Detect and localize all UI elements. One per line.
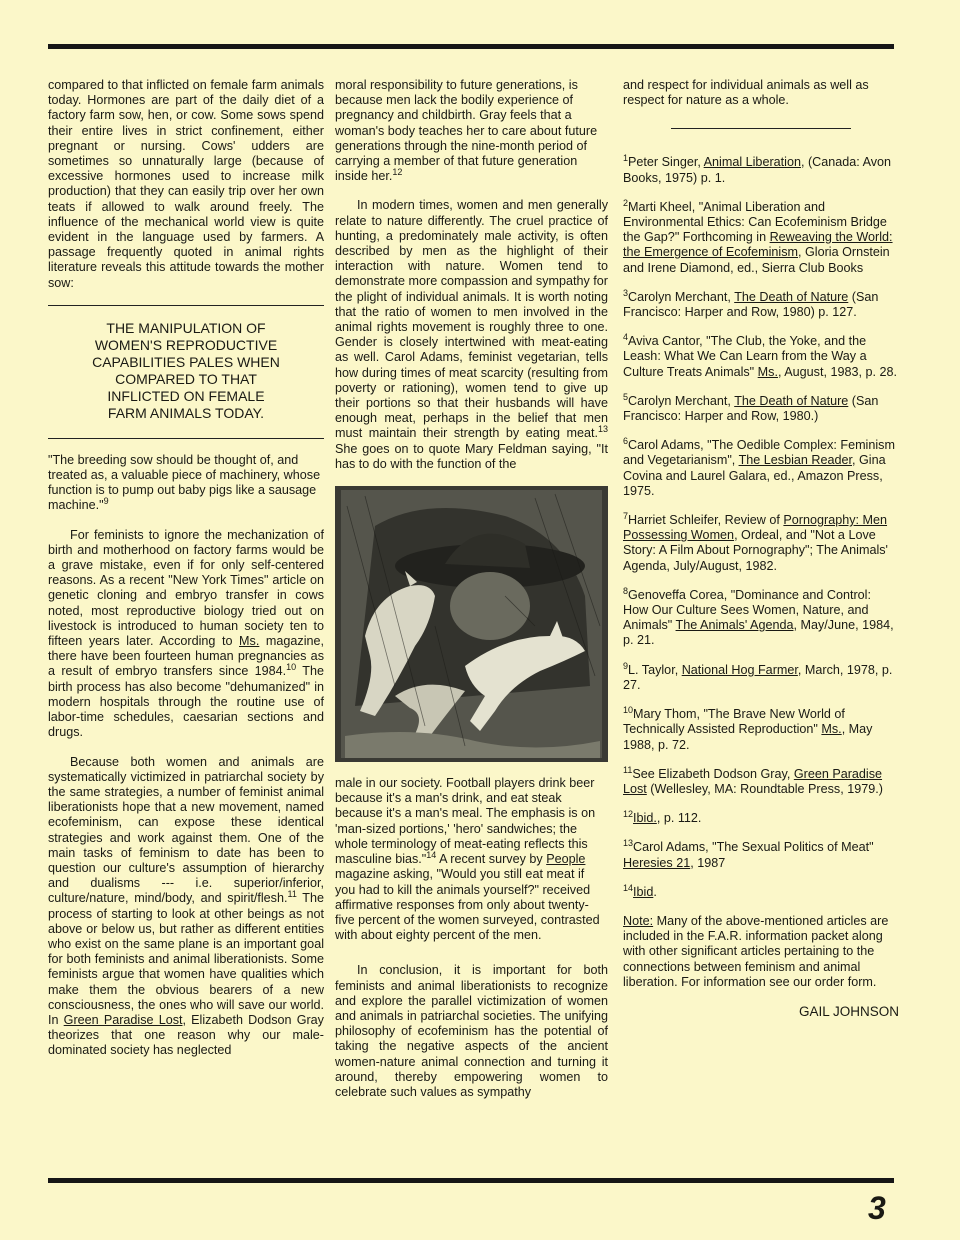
footnote-number: 3	[623, 287, 629, 298]
footnote: $^2$Marti Kheel, "Animal Liberation and Environmental Ethics: Can Ecofeminism Bridge the Gap?" Forthcoming in Reweaving the World: the Emergence of Ecofeminism, Gloria Ornstein and Irene Diamond, ed., Sierra Club Books	[623, 197, 893, 275]
cited-title: Green Paradise Lost	[623, 766, 883, 796]
cited-title: The Lesbian Reader	[738, 453, 852, 468]
footnote-number: 7	[623, 510, 629, 521]
cited-title: The Death of Nature	[734, 289, 849, 304]
footnote-number: 11	[623, 764, 633, 775]
footnote-number: 14	[623, 882, 634, 893]
cited-title: National Hog Farmer	[681, 662, 798, 677]
cited-title: The Animals' Agenda	[675, 618, 794, 633]
footnote: $^3$Carolyn Merchant, The Death of Nature (San Francisco: Harper and Row, 1980) p. 127.	[623, 287, 879, 320]
footnote-ref: 10	[286, 662, 297, 673]
footnote: $^{13}$Carol Adams, "The Sexual Politics of Meat" Heresies 21, 1987	[623, 838, 874, 870]
page-number: 3	[868, 1190, 886, 1226]
paragraph: and respect for individual animals as well as respect for nature as a whole.	[623, 78, 869, 108]
cited-title: Ms.	[821, 722, 842, 737]
cited-title: Animal Liberation	[703, 155, 801, 170]
footnote: $^{10}$Mary Thom, "The Brave New World of Technically Assisted Reproduction" Ms., May 1988, p. 72.	[623, 704, 873, 752]
cited-title: The Death of Nature	[734, 393, 849, 408]
footnote-number: 9	[623, 660, 629, 671]
footnote: $^8$Genoveffa Corea, "Dominance and Control: How Our Culture Sees Women, Nature, and Animals" The Animals' Agenda, May/June, 1984, p. 21.	[623, 585, 894, 648]
footnote-ref: 11	[287, 889, 297, 900]
footnote-number: 10	[623, 704, 634, 715]
column-3	[623, 78, 899, 1019]
cited-title: Reweaving the World: the Emergence of Ecofeminism	[623, 230, 893, 260]
paragraph: In conclusion, it is important for both feminists and animal liberationists to recognize and explore the parallel victimization of women and animals in patriarchal societies. The unifying philosophy of ecofeminism has the potential of taking the negative aspects of the ancient women-nature animal connection and turning it around, thereby empowering women to celebrate such values as sympathy	[335, 963, 608, 1099]
footnote: $^1$Peter Singer, Animal Liberation, (Canada: Avon Books, 1975) p. 1.	[623, 153, 892, 185]
footnote: $^4$Aviva Cantor, "The Club, the Yoke, and the Leash: What We Can Learn from the Way a Culture Treats Animals" Ms., August, 1983, p. 28.	[623, 332, 898, 379]
top-rule	[48, 44, 894, 49]
footnote-number: 1	[623, 153, 629, 164]
cited-title: Pornography: Men Possessing Women	[623, 513, 888, 543]
paragraph: Because both women and animals are systematically victimized in patriarchal society by the same strategies, a number of feminist animal liberationists hope that a new movement, named ecofeminism, can expose these identical strategies and work against them. One of the main tasks of feminism to date has been to question our culture's assumption of hierarchy and dualisms --- i.e. superior/inferior, culture/nature, mind/body, and spirit/flesh.$^{11}$ The process of starting to look at other beings as not above or below us, but rather as different entities who exist on the same plane is an important goal for both feminists and animal liberationists. Some feminists argue that women have qualities which make them the obvious bearers of a new consciousness, the ones who will save our world. In Green Paradise Lost, Elizabeth Dodson Gray theorizes that one reason why our male-dominated society has neglected	[48, 754, 324, 1058]
footnote-ref: 9	[103, 496, 109, 507]
footnote: $^9$L. Taylor, National Hog Farmer, March, 1978, p. 27.	[623, 660, 893, 692]
footnote-number: 13	[623, 838, 634, 849]
pull-quote-text: THE MANIPULATION OF WOMEN'S REPRODUCTIVE CAPABILITIES PALES WHEN COMPARED TO THAT INFLICTED ON FEMALE FARM ANIMALS TODAY.	[92, 319, 280, 421]
footnote-ref: 14	[426, 849, 437, 860]
horse-and-rider-illustration	[335, 486, 608, 762]
footnote-separator	[671, 128, 851, 129]
footnote: $^{14}$Ibid.	[623, 882, 657, 899]
footnote-number: 2	[623, 197, 629, 208]
column-1	[48, 78, 324, 1073]
footnote-number: 12	[623, 808, 634, 819]
footnote: $^{11}$See Elizabeth Dodson Gray, Green Paradise Lost (Wellesley, MA: Roundtable Press, 1979.)	[623, 764, 883, 796]
footnote: $^7$Harriet Schleifer, Review of Pornography: Men Possessing Women, Ordeal, and "Not a Love Story: A Film About Pornography"; The Animals' Agenda, July/August, 1982.	[623, 510, 888, 573]
note: Note: Many of the above-mentioned articles are included in the F.A.R. information packet along with other significant articles pertaining to the connections between feminism and animal liberation. For information see our order form.	[623, 913, 889, 989]
footnote-ref: 12	[392, 167, 403, 178]
bottom-rule	[48, 1178, 894, 1183]
paragraph: male in our society. Football players drink beer because it's a man's drink, and eat steak because it's a man's meal. The emphasis is on 'man-sized portions,' 'hero' sandwiches; the whole terminology of meat-eating reflects this masculine bias."$^{14}$ A recent survey by People magazine asking, "Would you still eat meat if you had to kill the animals yourself?" received affirmative responses from only about twenty-five percent of the women surveyed, contrasted with about eighty percent of the men.	[335, 776, 600, 943]
footnote-ref: 13	[597, 424, 608, 435]
footnotes-list	[623, 155, 899, 900]
cited-title: Ibid.	[633, 811, 657, 826]
footnote: $^6$Carol Adams, "The Oedible Complex: Feminism and Vegetarianism", The Lesbian Reader, Gina Covina and Laurel Galara, ed., Amazon Press, 1975.	[623, 436, 895, 498]
footnote: $^{12}$Ibid., p. 112.	[623, 808, 702, 826]
footnote-number: 5	[623, 391, 629, 402]
sow-quote: "The breeding sow should be thought of, and treated as, a valuable piece of machinery, whose function is to pump out baby pigs like a sausage machine."$^9$	[48, 452, 321, 513]
footnote-number: 4	[623, 332, 629, 343]
footnote: $^5$Carolyn Merchant, The Death of Nature (San Francisco: Harper and Row, 1980.)	[623, 391, 879, 424]
paragraph: compared to that inflicted on female farm animals today. Hormones are part of the daily diet of a factory farm sow, hen, or cow. Some sows spend their entire lives in strict confinement, either pregnant or nursing. Cows' udders are sometimes so unnaturally large (because of excessive hormones used to increase milk production) that they can easily trip over her own teats if allowed to walk around freely. The influence of the mechanical world view is quite evident in the language used by farmers. A passage frequently quoted in animal rights literature reveals this attitude towards the mother sow:	[48, 78, 324, 290]
pull-quote	[48, 305, 324, 439]
cited-title: Ms.	[757, 364, 778, 379]
paragraph: For feminists to ignore the mechanization of birth and motherhood on factory farms would be a grave mistake, even if for only self-centered reasons. As a recent "New York Times" article on genetic cloning and embryo transfer in cows noted, most reproductive biology tried out on livestock is introduced to human society ten to fifteen years later. According to Ms. magazine, there have been fourteen human pregnancies as a result of embryo transfers since 1984.10 The birth process has also become "dehumanized" in modern hospitals through the routine use of labor-time schedules, caesarian sections and drugs.	[48, 527, 324, 740]
author-byline: GAIL JOHNSON	[798, 1003, 899, 1019]
paragraph: In modern times, women and men generally relate to nature differently. The cruel practice of hunting, a predominately male activity, is often described by men as the highlight of their interaction with nature. Women tend to demonstrate more compassion and sympathy for the plight of individual animals. It is worth noting that the ratio of women to men involved in the animal rights movement is roughly three to one. Gender is closely intertwined with meat-eating as well. Carol Adams, feminist vegetarian, tells how during times of meat scarcity (resulting from poverty or rationing), women tend to give up their portions so that their husbands will have enough meat, perhaps in the belief that men must maintain their strength by eating meat.$^{13}$ She goes on to quote Mary Feldman saying, "It has to do with the function of the	[335, 198, 608, 471]
cited-title: Heresies 21	[623, 855, 691, 870]
footnote-number: 8	[623, 585, 629, 596]
column-2	[335, 78, 608, 1114]
footnote-number: 6	[623, 436, 629, 447]
paragraph: moral responsibility to future generations, is because men lack the bodily experience of pregnancy and childbirth. Gray feels that a woman's body teaches her to care about future generations through the nine-month period of carrying a member of that future generation inside her.$^{12}$	[335, 78, 598, 184]
cited-title: Ibid	[633, 884, 654, 899]
